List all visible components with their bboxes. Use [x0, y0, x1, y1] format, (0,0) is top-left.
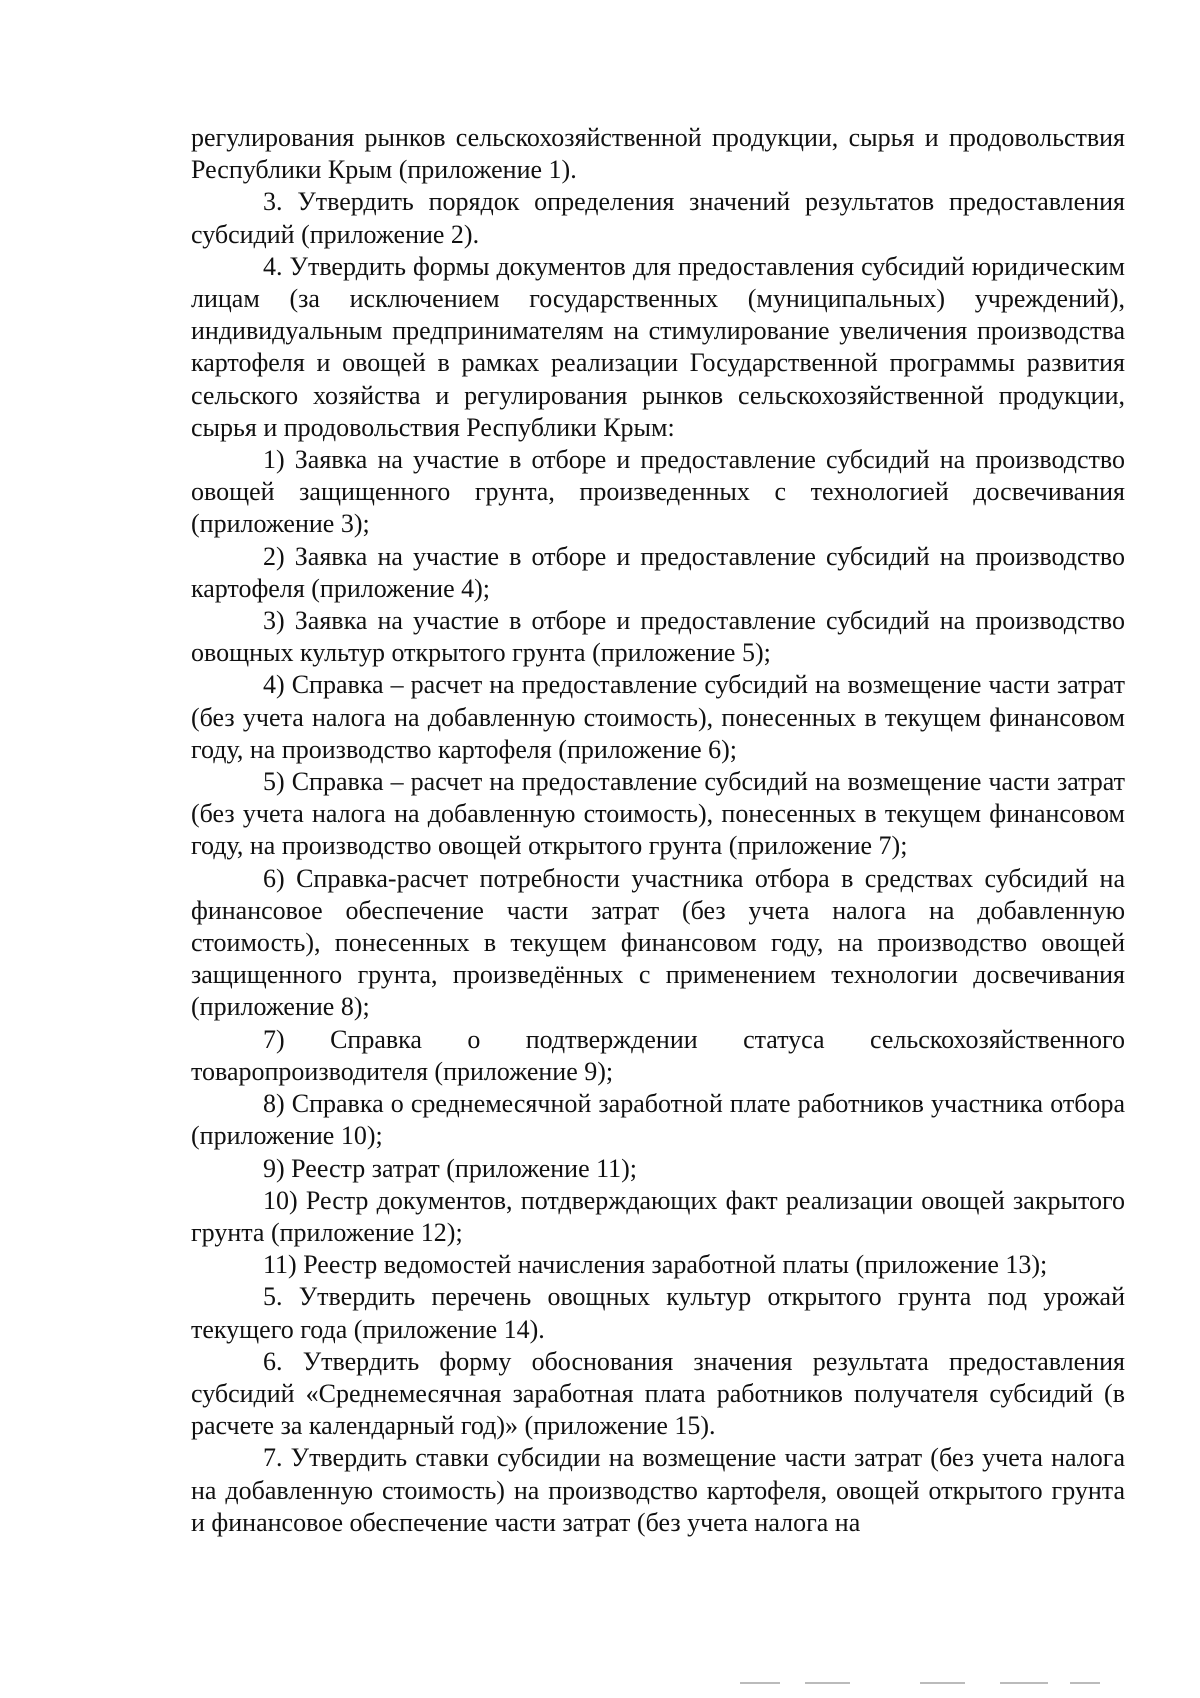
subitem-6: 6) Справка-расчет потребности участника отбора в средствах субсидий на финансовое обеспечение части затрат (без учета налога на добавленную стоимость), понесенных в текущем финансовом году, на производство овощей защищенного грунта, произведённых с применением технологии досвечивания (приложение 8); [191, 863, 1125, 1022]
subitem-2: 2) Заявка на участие в отборе и предоставление субсидий на производство картофеля (приложение 4); [191, 541, 1125, 603]
paragraph-item-4: 4. Утвердить формы документов для предоставления субсидий юридическим лицам (за исключением государственных (муниципальных) учреждений), индивидуальным предпринимателям на стимулирование увеличения производства картофеля и овощей в рамках реализации Государственной программы развития сельского хозяйства и регулирования рынков сельскохозяйственной продукции, сырья и продовольствия Республики Крым: [191, 251, 1125, 442]
scan-artifact-line [920, 1682, 965, 1684]
subitem-3: 3) Заявка на участие в отборе и предоставление субсидий на производство овощных культур открытого грунта (приложение 5); [191, 606, 1125, 668]
scan-artifact-line [1070, 1682, 1100, 1684]
subitem-9: 9) Реестр затрат (приложение 11); [263, 1153, 638, 1183]
document-body [191, 122, 1125, 1539]
paragraph-continuation: регулирования рынков сельскохозяйственной продукции, сырья и продовольствия Республики Крым (приложение 1). [191, 123, 1125, 185]
scan-artifact-line [740, 1682, 780, 1684]
subitem-7: 7) Справка о подтверждении статуса сельскохозяйственного товаропроизводителя (приложение 9); [191, 1024, 1125, 1086]
paragraph-item-7: 7. Утвердить ставки субсидии на возмещение части затрат (без учета налога на добавленную стоимость) на производство картофеля, овощей открытого грунта и финансовое обеспечение части затрат (без учета налога на [191, 1443, 1125, 1537]
paragraph-item-3: 3. Утвердить порядок определения значений результатов предоставления субсидий (приложение 2). [191, 187, 1125, 249]
subitem-1: 1) Заявка на участие в отборе и предоставление субсидий на производство овощей защищенного грунта, произведенных с технологией досвечивания (приложение 3); [191, 445, 1125, 539]
subitem-5: 5) Справка – расчет на предоставление субсидий на возмещение части затрат (без учета налога на добавленную стоимость), понесенных в текущем финансовом году, на производство овощей открытого грунта (приложение 7); [191, 767, 1125, 861]
scan-artifact-line [1000, 1682, 1048, 1684]
subitem-8: 8) Справка о среднемесячной заработной плате работников участника отбора (приложение 10); [191, 1089, 1125, 1151]
subitem-10: 10) Рестр документов, потдверждающих факт реализации овощей закрытого грунта (приложение 12); [191, 1185, 1125, 1247]
subitem-4: 4) Справка – расчет на предоставление субсидий на возмещение части затрат (без учета налога на добавленную стоимость), понесенных в текущем финансовом году, на производство картофеля (приложение 6); [191, 670, 1125, 764]
paragraph-item-5: 5. Утвердить перечень овощных культур открытого грунта под урожай текущего года (приложение 14). [191, 1282, 1125, 1344]
subitem-11: 11) Реестр ведомостей начисления заработной платы (приложение 13); [263, 1250, 1048, 1280]
paragraph-item-6: 6. Утвердить форму обоснования значения результата предоставления субсидий «Среднемесячная заработная плата работников получателя субсидий (в расчете за календарный год)» (приложение 15). [191, 1346, 1125, 1441]
scan-artifact-line [805, 1682, 850, 1684]
